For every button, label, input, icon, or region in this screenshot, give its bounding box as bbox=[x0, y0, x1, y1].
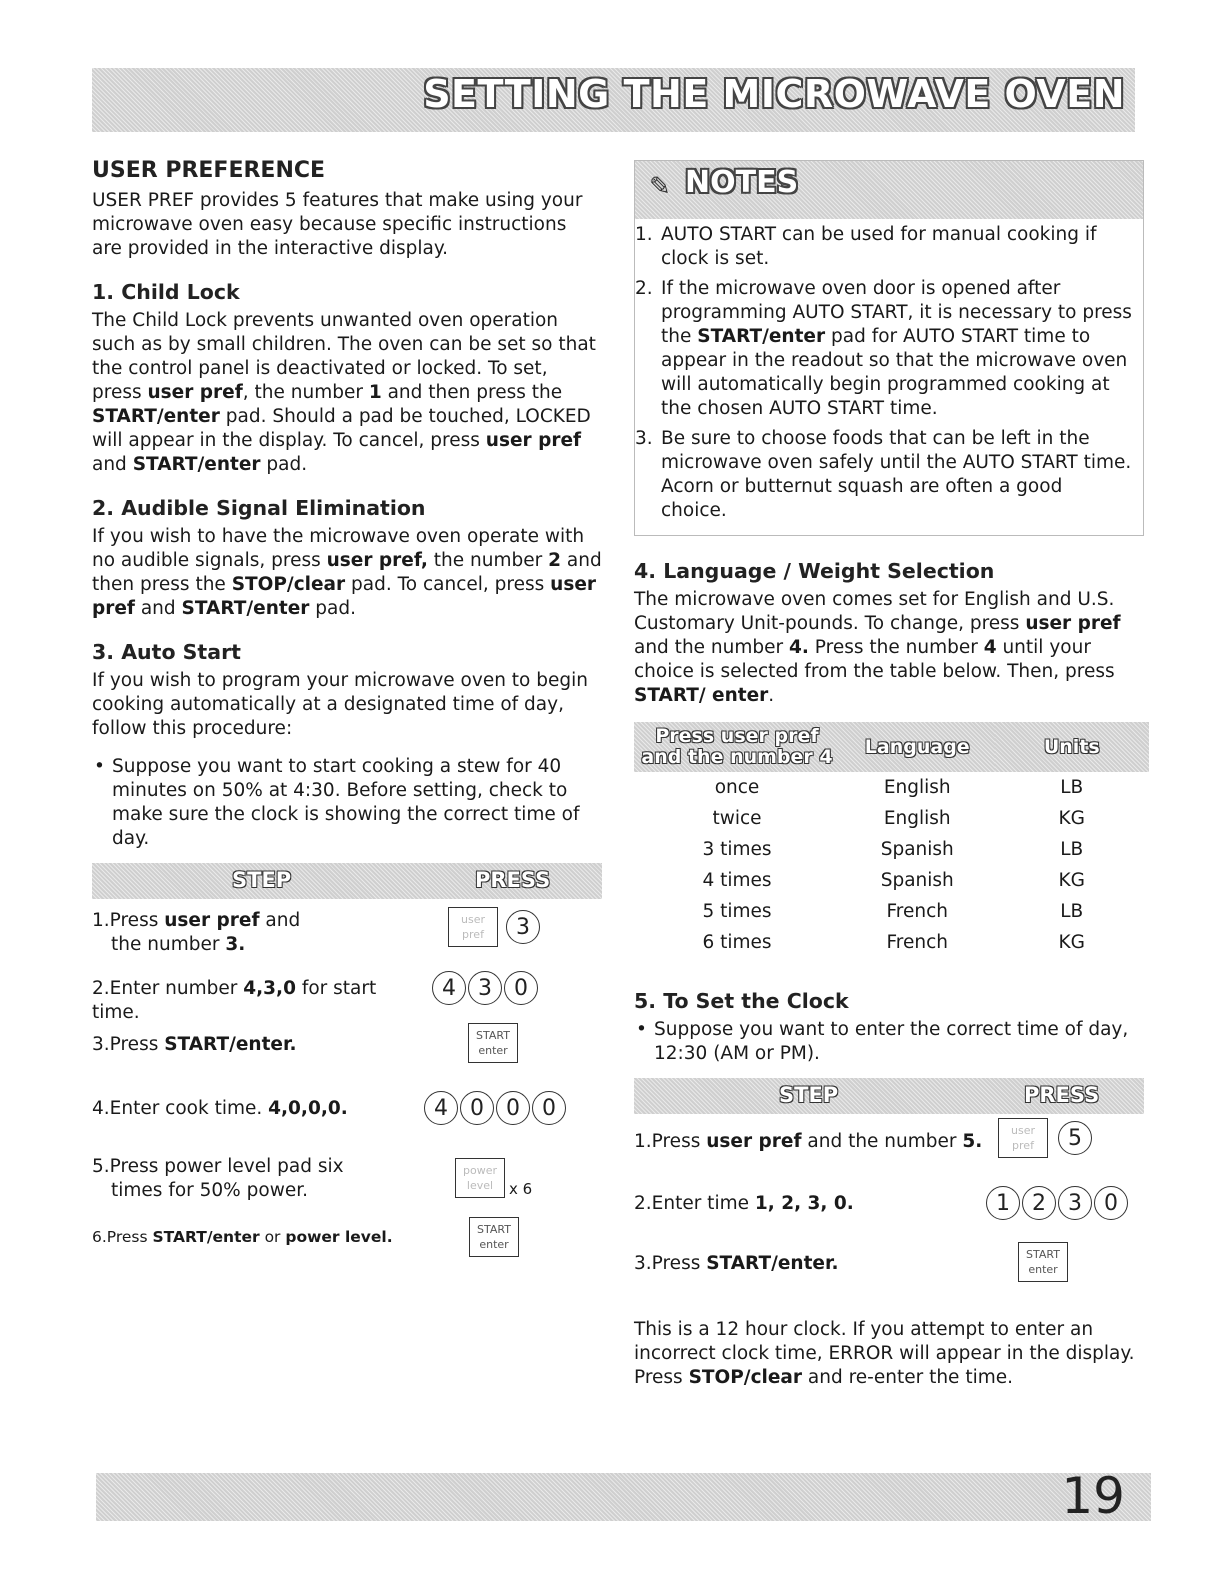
digit-3-icon: 3 bbox=[1058, 1186, 1092, 1220]
notes-header bbox=[635, 161, 1143, 219]
note-item: 1. AUTO START can be used for manual cooking if clock is set. bbox=[635, 224, 1097, 269]
auto-start-step-4: 4.Enter cook time. 4,0,0,0. 4 0 0 0 bbox=[92, 1097, 602, 1155]
user-preference-heading: USER PREFERENCE bbox=[92, 158, 326, 183]
digit-0-icon: 0 bbox=[496, 1091, 530, 1125]
note-item: 2. If the microwave oven door is opened after programming AUTO START, it is necessary to press the START/enter pad for AUTO START time to appear in the readout so that the microwave oven will automatically begin programmed cooking at the chosen AUTO START time. bbox=[635, 278, 1132, 419]
start-enter-key-icon: START enter bbox=[468, 1023, 518, 1063]
clock-bullet: • Suppose you want to enter the correct time of day, 12:30 (AM or PM). bbox=[634, 1018, 1144, 1066]
digit-4-icon: 4 bbox=[424, 1091, 458, 1125]
digit-0-icon: 0 bbox=[532, 1091, 566, 1125]
digit-0-icon: 0 bbox=[504, 971, 538, 1005]
digit-0-icon: 0 bbox=[1094, 1186, 1128, 1220]
audible-signal-text: If you wish to have the microwave oven operate with no audible signals, press user pref, the number 2 and then press the STOP/clear pad. To cancel, press user pref and START/enter pad. bbox=[92, 526, 602, 619]
press-column-header: PRESS bbox=[475, 868, 551, 892]
table-row: 5 times French LB bbox=[702, 900, 1084, 922]
child-lock-text: The Child Lock prevents unwanted oven operation such as by small children. The oven can be set so that the control panel is deactivated or locked. To set, press user pref, the number 1 and then press the START/enter pad. Should a pad be touched, LOCKED will appear in the display. To cancel, press user pref and START/enter pad. bbox=[92, 310, 596, 475]
digit-2-icon: 2 bbox=[1022, 1186, 1056, 1220]
notes-title: NOTES bbox=[685, 165, 799, 200]
step-column-header: STEP bbox=[232, 868, 292, 892]
auto-start-step-6: 6.Press START/enter or power level. START enter bbox=[92, 1225, 602, 1287]
language-text: The microwave oven comes set for English and U.S. Customary Unit-pounds. To change, press user pref and the number 4. Press the number 4 until your choice is selected from the table below. Then, press START/ enter. bbox=[634, 589, 1121, 706]
clock-step-1: 1.Press user pref and the number 5. user pref 5 bbox=[634, 1130, 1144, 1192]
note-item: 3. Be sure to choose foods that can be left in the microwave oven safely until the AUTO START time. Acorn or butternut squash are often a good choice. bbox=[635, 428, 1132, 521]
clock-step-header bbox=[634, 1078, 1144, 1114]
user-pref-key-icon: user pref bbox=[998, 1118, 1048, 1158]
digit-4-icon: 4 bbox=[432, 971, 466, 1005]
left-column bbox=[92, 157, 602, 1287]
notes-box bbox=[634, 160, 1144, 536]
page-number: 19 bbox=[1061, 1467, 1125, 1525]
auto-start-heading: 3. Auto Start bbox=[92, 640, 241, 664]
digit-3-icon: 3 bbox=[506, 910, 540, 944]
table-row: 3 times Spanish LB bbox=[702, 838, 1084, 860]
page-title: SETTING THE MICROWAVE OVEN bbox=[423, 72, 1125, 116]
user-pref-key-icon: user pref bbox=[448, 907, 498, 947]
pencil-icon: ✎ bbox=[649, 172, 671, 202]
language-table-header: Press user pref and the number 4 Language Units bbox=[634, 722, 1149, 772]
auto-start-step-5: 5.Press power level pad six times for 50% power. power level x 6 bbox=[92, 1156, 533, 1201]
auto-start-step-2: 2.Enter number 4,3,0 for start time. 4 3 0 bbox=[92, 977, 602, 1033]
table-row: 6 times French KG bbox=[702, 931, 1085, 953]
clock-step-2: 2.Enter time 1, 2, 3, 0. 1 2 3 0 bbox=[634, 1192, 1144, 1252]
right-column bbox=[634, 160, 1144, 1390]
step-column-header: STEP bbox=[779, 1083, 839, 1107]
start-enter-key-icon: START enter bbox=[1018, 1242, 1068, 1282]
clock-footer-text: This is a 12 hour clock. If you attempt to enter an incorrect clock time, ERROR will appear in the display. Press STOP/clear and re-enter the time. bbox=[634, 1319, 1135, 1388]
table-row: 4 times Spanish KG bbox=[702, 869, 1085, 891]
auto-start-bullet: • Suppose you want to start cooking a stew for 40 minutes on 50% at 4:30. Before setting, check to make sure the clock is showing the correct time of day. bbox=[92, 755, 602, 851]
language-table bbox=[634, 722, 1149, 958]
clock-step-3: 3.Press START/enter. START enter bbox=[634, 1252, 1144, 1312]
user-preference-intro: USER PREF provides 5 features that make using your microwave oven easy because specific instructions are provided in the interactive display. bbox=[92, 190, 583, 259]
clock-heading: 5. To Set the Clock bbox=[634, 989, 849, 1013]
start-enter-key-icon: START enter bbox=[469, 1217, 519, 1257]
power-level-key-icon: power level bbox=[455, 1158, 505, 1198]
audible-signal-heading: 2. Audible Signal Elimination bbox=[92, 496, 426, 520]
footer-bar bbox=[96, 1467, 1151, 1525]
digit-5-icon: 5 bbox=[1058, 1121, 1092, 1155]
times-count: x 6 bbox=[509, 1180, 533, 1198]
notes-list bbox=[635, 223, 1143, 523]
page-header-bar bbox=[92, 68, 1135, 132]
auto-start-intro: If you wish to program your microwave oven to begin cooking automatically at a designated time of day, follow this procedure: bbox=[92, 670, 588, 739]
auto-start-step-1: 1.Press user pref and the number 3. user pref 3 bbox=[92, 909, 602, 977]
press-column-header: PRESS bbox=[1024, 1083, 1100, 1107]
table-row: twice English KG bbox=[712, 807, 1085, 829]
language-heading: 4. Language / Weight Selection bbox=[634, 559, 995, 583]
table-row: once English LB bbox=[714, 776, 1084, 798]
digit-0-icon: 0 bbox=[460, 1091, 494, 1125]
child-lock-heading: 1. Child Lock bbox=[92, 280, 240, 304]
auto-start-step-header bbox=[92, 863, 602, 899]
digit-1-icon: 1 bbox=[986, 1186, 1020, 1220]
auto-start-step-3: 3.Press START/enter. START enter bbox=[92, 1033, 602, 1097]
digit-3-icon: 3 bbox=[468, 971, 502, 1005]
